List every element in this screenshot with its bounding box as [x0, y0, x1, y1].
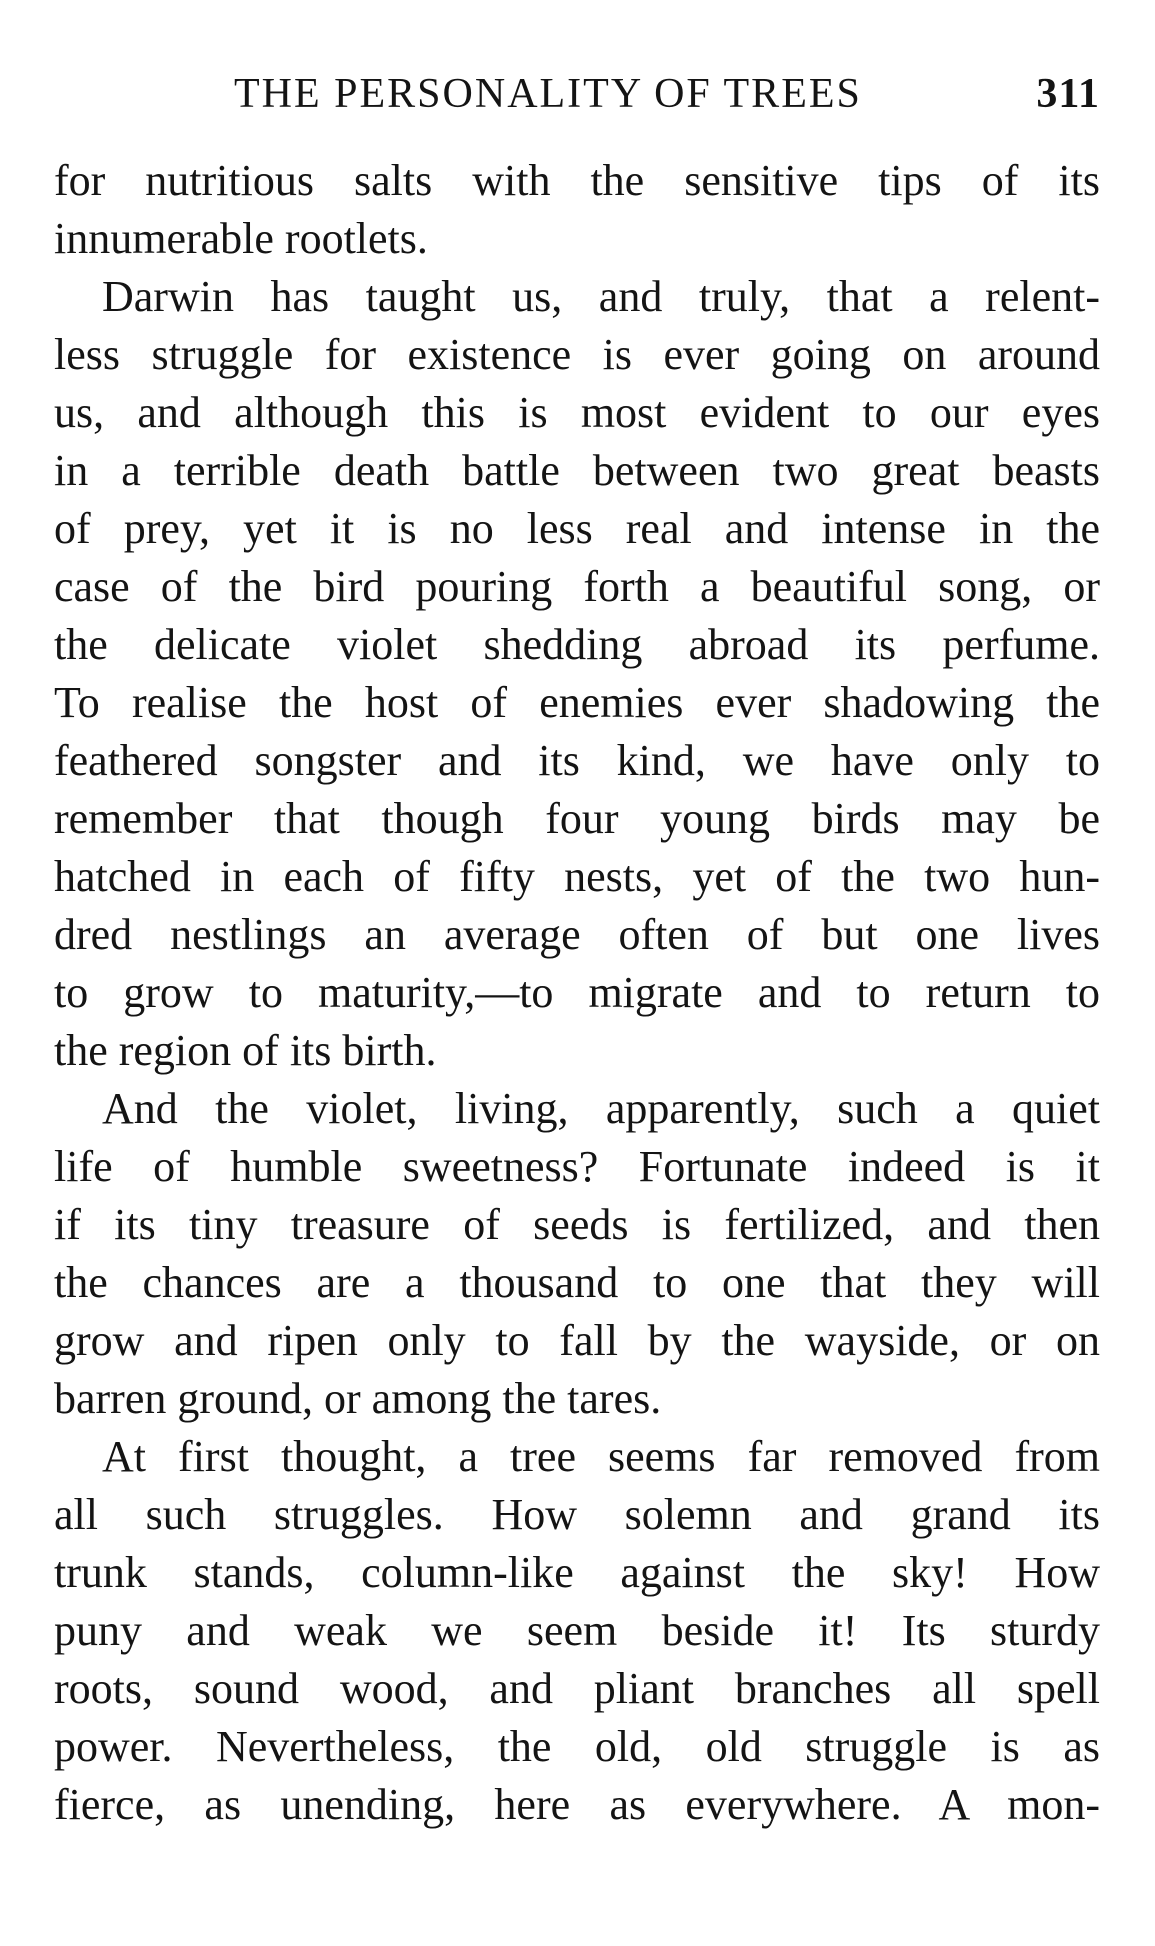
text-line: to grow to maturity,—to migrate and to return to	[54, 968, 1100, 1017]
text-line: for nutritious salts with the sensitive tips of its	[54, 156, 1100, 205]
text-line: trunk stands, column-like against the sky! How	[54, 1548, 1100, 1597]
page-number: 311	[1036, 71, 1100, 117]
text-line: barren ground, or among the tares.	[54, 1374, 662, 1423]
text-line: the delicate violet shedding abroad its perfume.	[54, 620, 1100, 669]
text-line: in a terrible death battle between two great beasts	[54, 446, 1100, 495]
text-line: life of humble sweetness? Fortunate indeed is it	[54, 1142, 1100, 1191]
text-line: us, and although this is most evident to our eyes	[54, 388, 1100, 437]
text-line: power. Nevertheless, the old, old struggle is as	[54, 1722, 1100, 1771]
text-line: feathered songster and its kind, we have only to	[54, 736, 1100, 785]
text-line: of prey, yet it is no less real and intense in the	[54, 504, 1100, 553]
running-head	[54, 70, 1100, 126]
paragraph	[54, 1080, 1100, 1428]
running-title: THE PERSONALITY OF TREES	[234, 71, 862, 117]
text-line: roots, sound wood, and pliant branches all spell	[54, 1664, 1100, 1713]
body-text	[54, 152, 1100, 1834]
text-line: dred nestlings an average often of but one lives	[54, 910, 1100, 959]
paragraph	[54, 1428, 1100, 1834]
text-line: the chances are a thousand to one that they will	[54, 1258, 1100, 1307]
text-line: hatched in each of fifty nests, yet of the two hun-	[54, 852, 1100, 901]
text-line: To realise the host of enemies ever shadowing the	[54, 678, 1100, 727]
text-line: all such struggles. How solemn and grand its	[54, 1490, 1100, 1539]
text-line: At first thought, a tree seems far removed from	[102, 1432, 1100, 1481]
text-line: less struggle for existence is ever going on around	[54, 330, 1100, 379]
text-line: remember that though four young birds may be	[54, 794, 1100, 843]
text-line: fierce, as unending, here as everywhere. A mon-	[54, 1780, 1100, 1829]
text-line: the region of its birth.	[54, 1026, 437, 1075]
text-line: grow and ripen only to fall by the wayside, or on	[54, 1316, 1100, 1365]
paragraph	[54, 152, 1100, 268]
paragraph	[54, 268, 1100, 1080]
text-line: puny and weak we seem beside it! Its sturdy	[54, 1606, 1100, 1655]
text-line: And the violet, living, apparently, such a quiet	[102, 1084, 1100, 1133]
text-line: Darwin has taught us, and truly, that a relent-	[102, 272, 1100, 321]
text-line: if its tiny treasure of seeds is fertilized, and then	[54, 1200, 1100, 1249]
text-line: innumerable rootlets.	[54, 214, 428, 263]
text-line: case of the bird pouring forth a beautiful song, or	[54, 562, 1100, 611]
